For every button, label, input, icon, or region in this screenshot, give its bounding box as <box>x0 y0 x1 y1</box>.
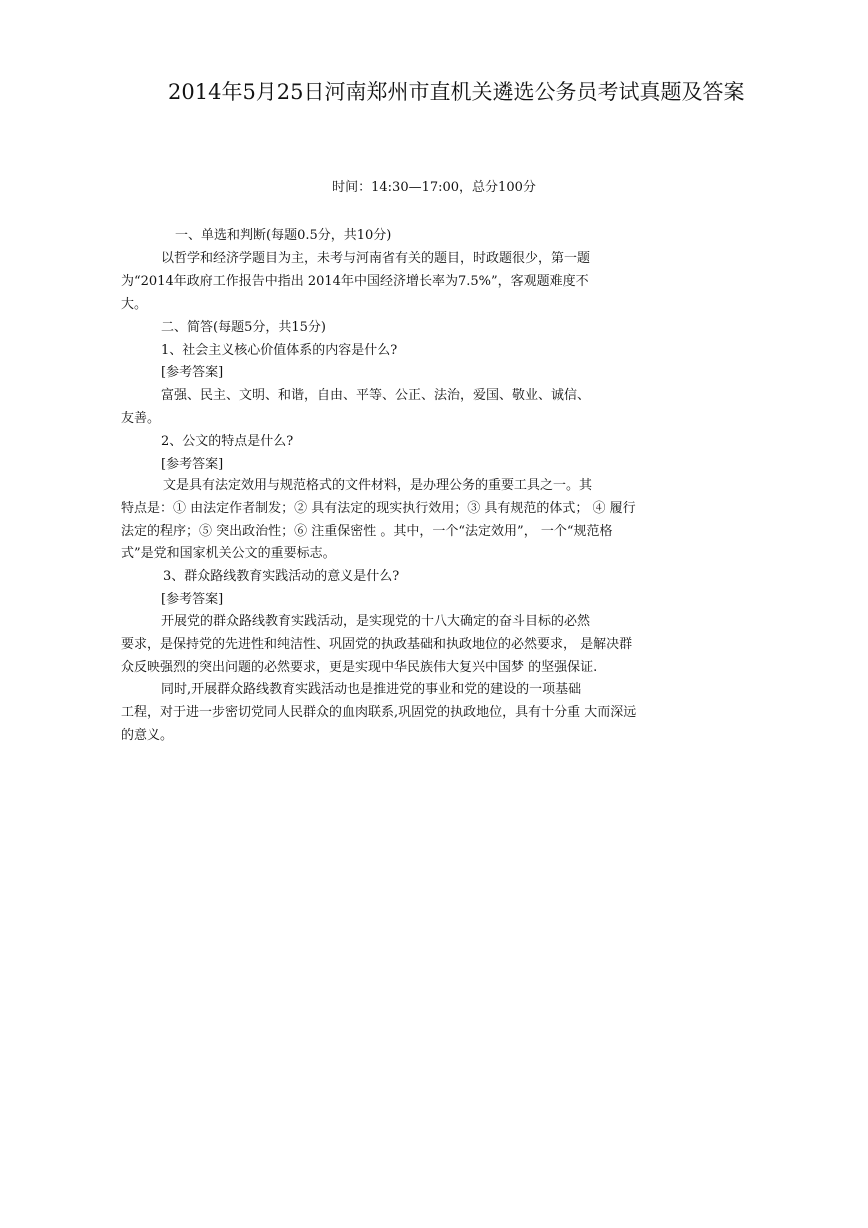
answer-label: [参考答案] <box>161 457 224 472</box>
paragraph-line: 要求，是保持党的先进性和纯洁性、巩固党的执政基础和执政地位的必然要求， 是解决群 <box>121 637 633 652</box>
paragraph-line: 友善。 <box>121 411 161 426</box>
question-1: 1、社会主义核心价值体系的内容是什么? <box>161 343 398 358</box>
section-heading-single-choice: 一、单选和判断(每题0.5分，共10分) <box>175 228 392 243</box>
paragraph-line: 特点是：① 由法定作者制发；② 具有法定的现实执行效用；③ 具有规范的体式； ④ 履行 <box>121 501 636 516</box>
paragraph-line: 众反映强烈的突出问题的必然要求，更是实现中华民族伟大复兴中国梦 的坚强保证. <box>121 660 598 675</box>
paragraph-line: 法定的程序；⑤ 突出政治性；⑥ 注重保密性 。其中，一个“法定效用”， 一个“规范格 <box>121 524 613 539</box>
paragraph-line: 同时,开展群众路线教育实践活动也是推进党的事业和党的建设的一项基础 <box>161 682 582 697</box>
paragraph-line: 为“2014年政府工作报告中指出 2014年中国经济增长率为7.5%”，客观题难度不 <box>121 274 589 289</box>
paragraph-line: 以哲学和经济学题目为主，未考与河南省有关的题目，时政题很少，第一题 <box>161 251 591 266</box>
paragraph-line: 开展党的群众路线教育实践活动，是实现党的十八大确定的奋斗目标的必然 <box>161 614 591 629</box>
question-3: 3、群众路线教育实践活动的意义是什么? <box>163 569 400 584</box>
paragraph-line: 文是具有法定效用与规范格式的文件材料，是办理公务的重要工具之一。其 <box>163 478 593 493</box>
document-title: 2014年5月25日河南郑州市直机关遴选公务员考试真题及答案 <box>168 80 745 104</box>
paragraph-line: 大。 <box>121 297 148 312</box>
section-heading-short-answer: 二、简答(每题5分，共15分) <box>161 320 326 335</box>
answer-label: [参考答案] <box>161 365 224 380</box>
exam-time-line: 时间：14:30—17:00，总分100分 <box>332 180 536 195</box>
paragraph-line: 的意义。 <box>121 728 174 743</box>
paragraph-line: 工程，对于进一步密切党同人民群众的血肉联系,巩固党的执政地位，具有十分重 大而深远 <box>121 705 637 720</box>
paragraph-line: 式”是党和国家机关公文的重要标志。 <box>121 546 336 561</box>
question-2: 2、公文的特点是什么? <box>161 434 294 449</box>
paragraph-line: 富强、民主、文明、和谐，自由、平等、公正、法治，爱国、敬业、诚信、 <box>161 388 591 403</box>
answer-label: [参考答案] <box>161 592 224 607</box>
